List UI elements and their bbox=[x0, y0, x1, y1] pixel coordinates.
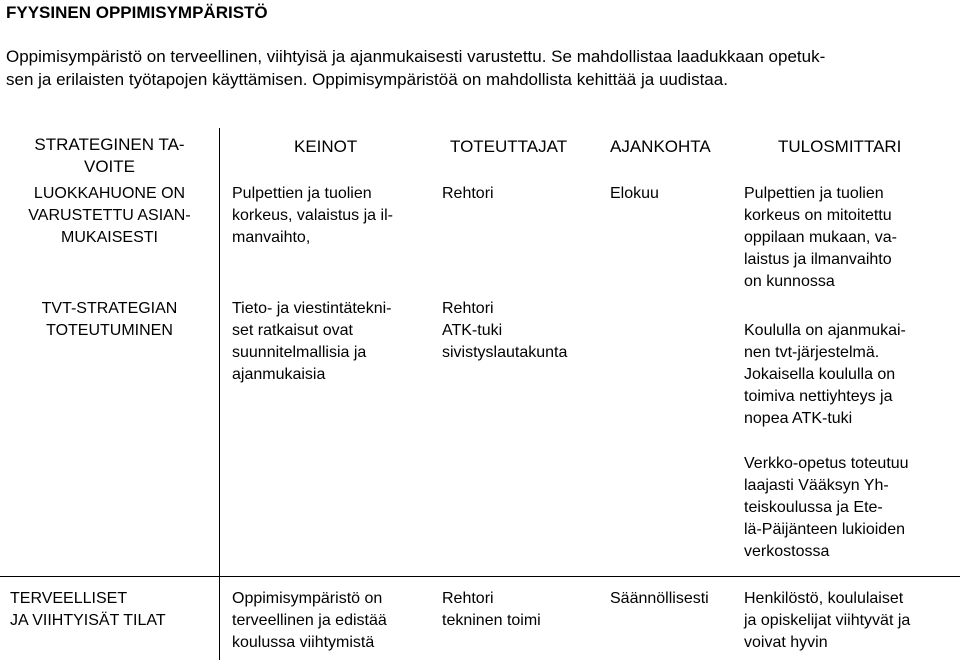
intro-line: sen ja erilaisten työtapojen käyttämisen. Oppimisympäristöä on mahdollista kehittää ja uudistaa. bbox=[6, 70, 728, 89]
classroom-means: Pulpettien ja tuolien korkeus, valaistus ja il- manvaihto, bbox=[232, 185, 393, 246]
classroom-executors: Rehtori bbox=[442, 185, 494, 202]
header-means: KEINOT bbox=[294, 137, 358, 156]
tvt-indicator-online: Verkko-opetus toteutuu laajasti Vääksyn Yh- teiskoulussa ja Ete- lä-Päijänteen lukioiden verkostossa bbox=[744, 455, 909, 560]
strategy-table bbox=[0, 128, 960, 660]
page-title: FYYSINEN OPPIMISYMPÄRISTÖ bbox=[6, 3, 268, 22]
healthy-means: Oppimisympäristö on terveellinen ja edistää koulussa viihtymistä bbox=[232, 590, 387, 651]
header-goal: STRATEGINEN TA- VOITE bbox=[34, 135, 185, 176]
tvt-indicator: Koululla on ajanmukai- nen tvt-järjestelmä. Jokaisella koululla on toimiva nettiyhteys ja nopea ATK-tuki bbox=[744, 322, 906, 427]
table-column-divider bbox=[219, 128, 220, 660]
header-indicator: TULOSMITTARI bbox=[778, 137, 902, 156]
healthy-executors: Rehtori tekninen toimi bbox=[442, 590, 541, 629]
goal-healthy: TERVEELLISET JA VIIHTYISÄT TILAT bbox=[10, 590, 166, 629]
intro-paragraph bbox=[6, 45, 946, 91]
header-schedule: AJANKOHTA bbox=[610, 137, 711, 156]
tvt-executors: Rehtori ATK-tuki sivistyslautakunta bbox=[442, 300, 568, 361]
goal-tvt: TVT-STRATEGIAN TOTEUTUMINEN bbox=[41, 300, 178, 339]
healthy-indicator: Henkilöstö, koululaiset ja opiskelijat viihtyvät ja voivat hyvin bbox=[744, 590, 911, 651]
healthy-schedule: Säännöllisesti bbox=[610, 590, 709, 607]
goal-classroom: LUOKKAHUONE ON VARUSTETTU ASIAN- MUKAISESTI bbox=[28, 185, 191, 246]
header-executors: TOTEUTTAJAT bbox=[450, 137, 568, 156]
intro-line: Oppimisympäristö on terveellinen, viihtyisä ja ajanmukaisesti varustettu. Se mahdollistaa laadukkaan opetuk- bbox=[6, 47, 826, 66]
tvt-means: Tieto- ja viestintätekni- set ratkaisut ovat suunnitelmallisia ja ajanmukaisia bbox=[232, 300, 392, 383]
classroom-schedule: Elokuu bbox=[610, 185, 659, 202]
table-row-divider bbox=[0, 576, 960, 577]
classroom-indicator: Pulpettien ja tuolien korkeus on mitoitettu oppilaan mukaan, va- laistus ja ilmanvaihto on kunnossa bbox=[744, 185, 897, 290]
